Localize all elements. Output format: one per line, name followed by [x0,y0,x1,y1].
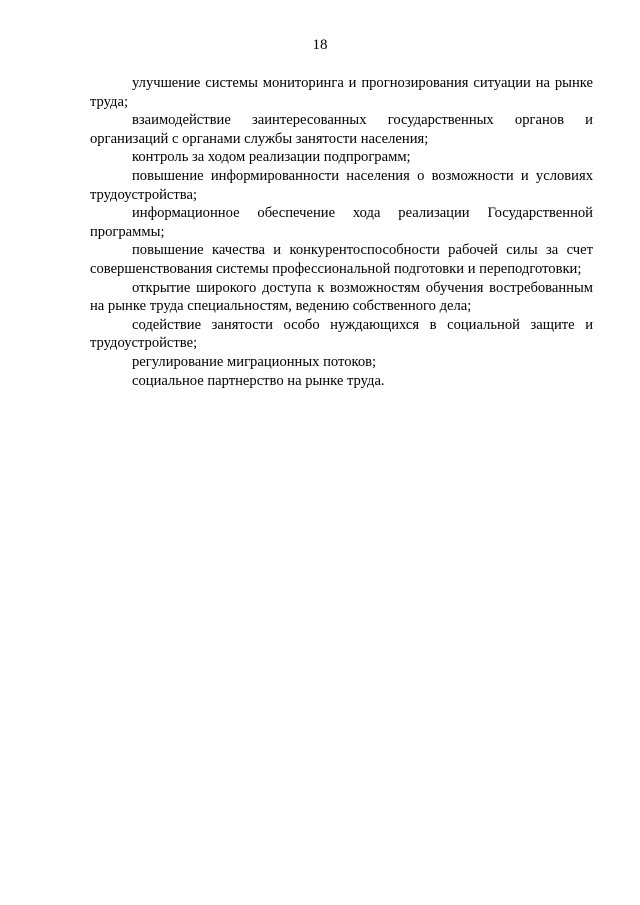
paragraph-awareness: повышение информированности населения о возможности и условиях трудоустройства; [90,167,593,203]
paragraph-interaction: взаимодействие заинтересованных государственных органов и организаций с органами службы занятости населения; [90,112,593,147]
paragraph-workforce-quality: повышение качества и конкурентоспособности рабочей силы за счет совершенствования системы профессиональной подготовки и переподготовки; [90,242,593,277]
paragraph-social-partnership: социальное партнерство на рынке труда. [132,372,385,389]
page-number: 18 [312,37,328,53]
document-body [90,74,593,390]
paragraph-training-access: открытие широкого доступа к возможностям обучения востребованным на рынке труда специальностям, ведению собственного дела; [90,279,593,315]
paragraph-employment-assistance: содействие занятости особо нуждающихся в социальной защите и трудоустройстве; [90,316,593,352]
paragraph-migration: регулирование миграционных потоков; [132,353,377,370]
paragraph-information-support: информационное обеспечение хода реализации Государственной программы; [90,205,593,240]
paragraph-control: контроль за ходом реализации подпрограмм; [132,149,411,166]
paragraph-monitoring: улучшение системы мониторинга и прогнозирования ситуации на рынке труда; [90,75,593,110]
